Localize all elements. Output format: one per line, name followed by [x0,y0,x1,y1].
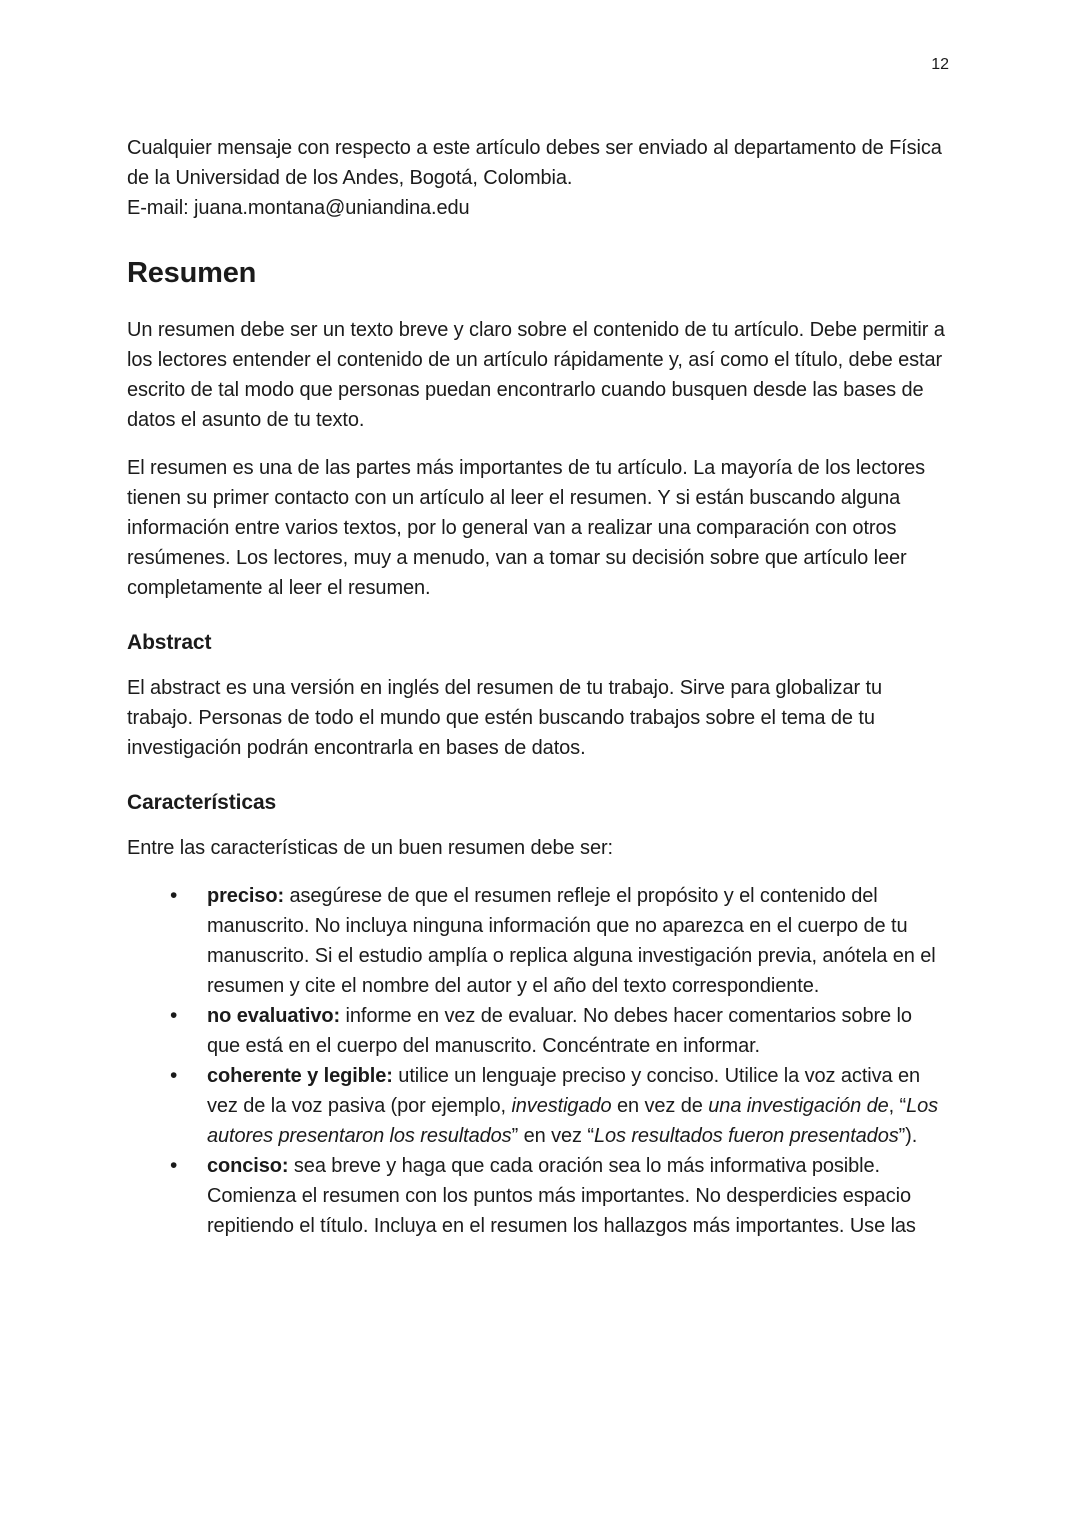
bullet-body-text: en vez de [611,1095,709,1117]
italic-example-text: Los resultados fueron presentados [593,1125,899,1147]
characteristic-bullet-item [207,881,950,1001]
bullet-lead-bold-text: coherente y legible: [207,1065,399,1087]
characteristic-bullet-item [207,1001,950,1061]
bullet-body-text: ” en vez “ [511,1125,594,1147]
bullet-body-text: informe en vez de evaluar. No debes hacer comentarios sobre lo que está en el cuerpo del manuscrito. Concéntrate en informar. [207,1005,912,1057]
bullet-lead-bold-text: preciso: [207,885,290,907]
subheading-abstract: Abstract [127,631,212,654]
bullet-body-text: sea breve y haga que cada oración sea lo más informativa posible. Comienza el resumen con los puntos más importantes. No desperdicies espacio repitiendo el título. Incluya en el resumen los hallazgos más importantes. Use las [207,1155,916,1237]
bullet-lead-bold-text: conciso: [207,1155,294,1177]
italic-example-text: investigado [511,1095,612,1117]
section-heading-resumen: Resumen [127,257,257,289]
characteristics-list [127,881,950,1241]
bullet-body-text: , “ [888,1095,907,1117]
subheading-caracteristicas: Características [127,791,277,814]
contact-email-text: E-mail: juana.montana@uniandina.edu [127,197,470,219]
bullet-body-text: asegúrese de que el resumen refleje el propósito y el contenido del manuscrito. No incluya ninguna información que no aparezca en el cuerpo de tu manuscrito. Si el estudio amplía o replica alguna investigación previa, anótela en el resumen y cite el nombre del autor y el año del texto correspondiente. [207,885,936,997]
italic-example-text: Los autores presentaron los resultados [207,1095,939,1147]
page-number: 12 [931,56,949,73]
contact-paragraph [127,133,950,223]
bullet-body-text: ”). [898,1125,918,1147]
resumen-paragraph-2: El resumen es una de las partes más importantes de tu artículo. La mayoría de los lectores tienen su primer contacto con un artículo al leer el resumen. Y si están buscando alguna información entre varios textos, por lo general van a realizar una comparación con otros resúmenes. Los lectores, muy a menudo, van a tomar su decisión sobre que artículo leer completamente al leer el resumen. [127,457,926,599]
characteristic-bullet-item [207,1151,950,1241]
characteristics-intro: Entre las características de un buen resumen debe ser: [127,837,613,859]
resumen-paragraph-1: Un resumen debe ser un texto breve y claro sobre el contenido de tu artículo. Debe permitir a los lectores entender el contenido de un artículo rápidamente y, así como el título, debe estar escrito de tal modo que personas puedan encontrarlo cuando busquen desde las bases de datos el asunto de tu texto. [127,319,945,431]
bullet-lead-bold-text: no evaluativo: [207,1005,346,1027]
bullet-body-text: utilice un lenguaje preciso y conciso. Utilice la voz activa en vez de la voz pasiva (por ejemplo, [207,1065,921,1117]
characteristic-bullet-item [207,1061,950,1151]
abstract-paragraph: El abstract es una versión en inglés del resumen de tu trabajo. Sirve para globalizar tu trabajo. Personas de todo el mundo que estén buscando trabajos sobre el tema de tu investigación podrán encontrarla en bases de datos. [127,677,882,759]
contact-text: Cualquier mensaje con respecto a este artículo debes ser enviado al departamento de Física de la Universidad de los Andes, Bogotá, Colombia. [127,137,942,189]
italic-example-text: una investigación de [708,1095,889,1117]
